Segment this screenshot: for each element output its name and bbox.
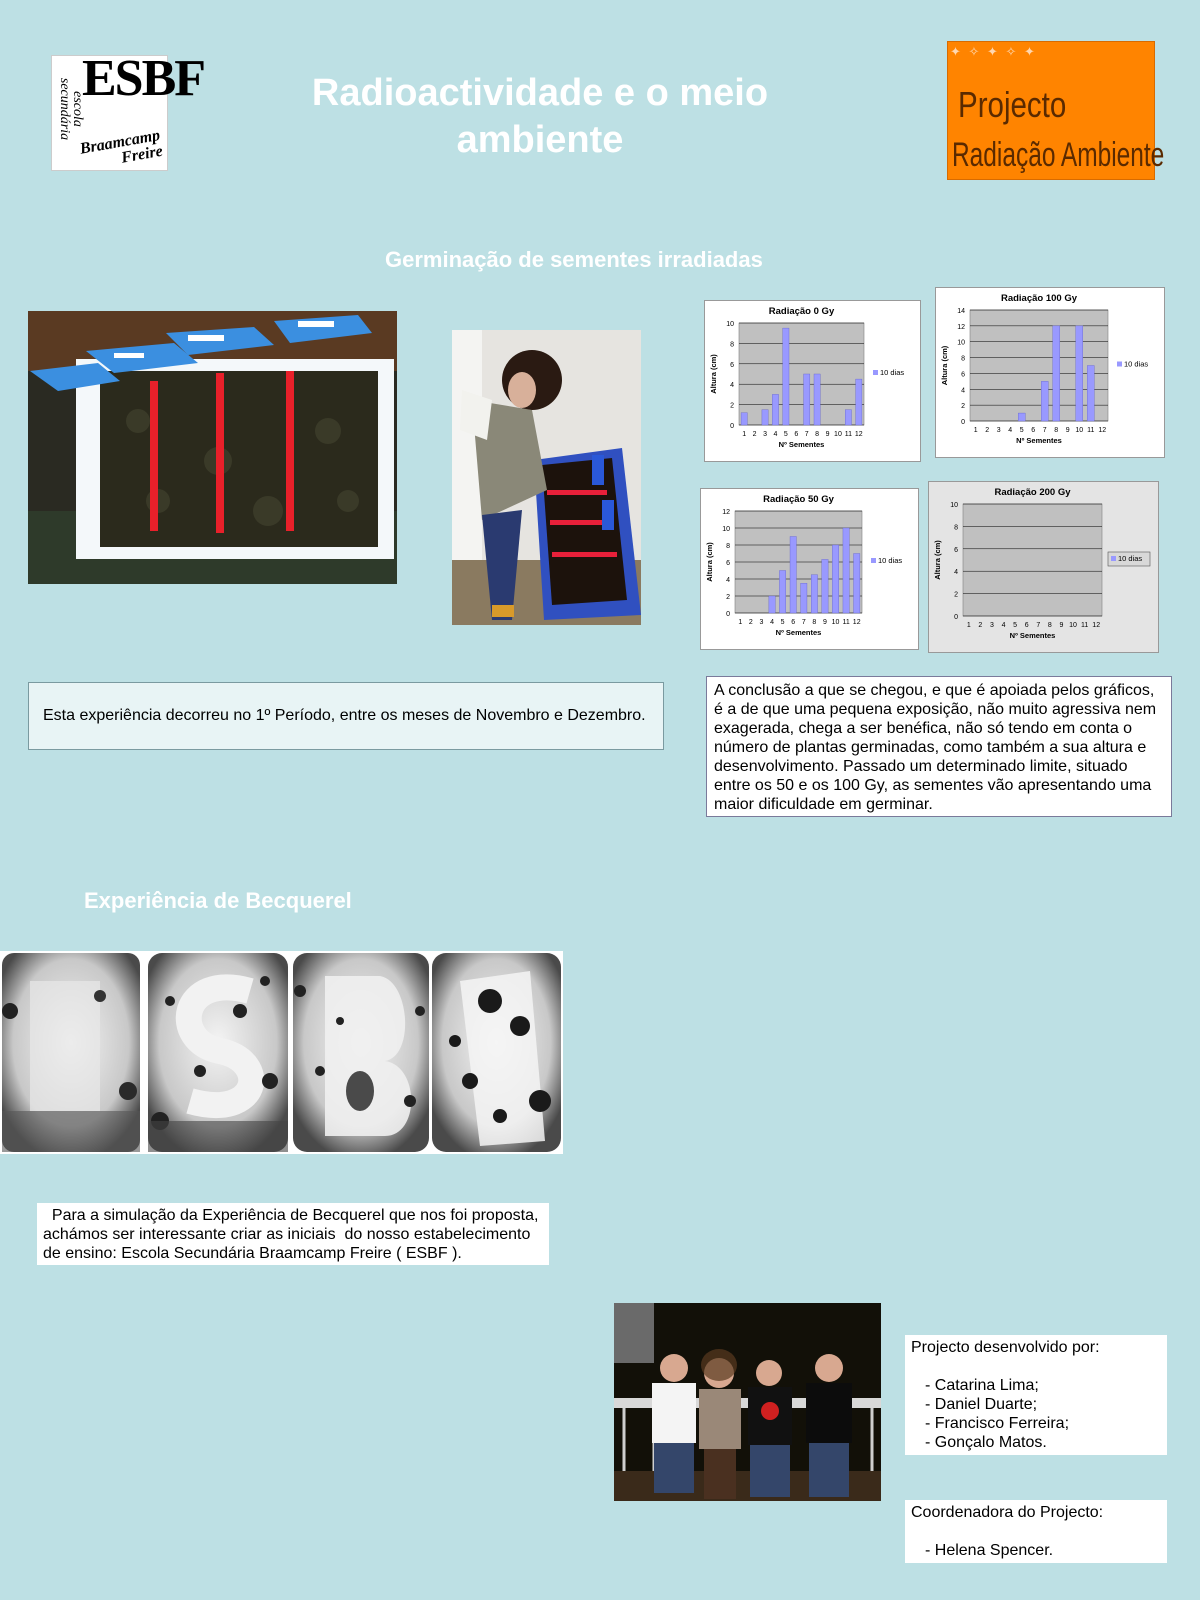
bar-0-7 (814, 374, 820, 425)
project-logo (947, 41, 1165, 180)
team-credits-box (905, 1335, 1167, 1455)
y-tick-label-3-0: 0 (954, 614, 958, 621)
experiment-period-text: Esta experiência decorreu no 1º Período, entre os meses de Novembro e Dezembro. (43, 707, 646, 724)
x-tick-label-0-7: 8 (815, 431, 820, 438)
y-tick-label-0-2: 4 (730, 382, 734, 390)
school-logo-side-text: escola secundária (57, 77, 85, 141)
chart-200gy (929, 482, 1158, 652)
x-tick-label-2-1: 2 (748, 619, 753, 626)
bar-2-4 (779, 571, 785, 614)
x-tick-label-3-3: 4 (1001, 622, 1006, 629)
team-member-3: - Francisco Ferreira; (925, 1415, 1070, 1432)
chart-title-1: Radiação 100 Gy (1000, 293, 1078, 304)
plot-area-3 (963, 504, 1102, 616)
x-tick-label-3-6: 7 (1036, 622, 1041, 629)
legend-1 (1117, 360, 1148, 369)
x-tick-label-0-9: 10 (834, 431, 842, 438)
legend-swatch-3 (1111, 556, 1116, 561)
y-tick-label-1-5: 10 (957, 339, 965, 347)
x-tick-label-0-4: 5 (783, 431, 788, 438)
y-tick-label-3-4: 8 (954, 524, 958, 532)
chart-100gy (936, 288, 1164, 457)
project-logo-line2: Radiação Ambiente (952, 136, 1165, 174)
x-tick-label-3-8: 9 (1059, 622, 1064, 629)
y-tick-label-2-3: 6 (726, 560, 730, 567)
chart-200gy-panel (928, 481, 1159, 653)
bar-2-5 (790, 537, 796, 614)
x-tick-label-3-5: 6 (1024, 622, 1029, 629)
bar-0-6 (804, 374, 810, 425)
bar-2-10 (843, 528, 849, 613)
chart-50gy-panel (700, 488, 919, 650)
y-tick-label-2-6: 12 (722, 509, 730, 516)
chart-title-2: Radiação 50 Gy (763, 494, 834, 505)
x-tick-label-1-10: 11 (1087, 427, 1095, 434)
y-tick-label-1-0: 0 (961, 419, 965, 426)
legend-swatch-0 (873, 370, 878, 375)
x-tick-label-2-0: 1 (738, 619, 743, 626)
x-axis-label-0: Nº Sementes (778, 440, 825, 449)
bar-0-10 (845, 410, 851, 425)
y-tick-label-0-4: 8 (730, 341, 734, 349)
x-tick-label-2-9: 10 (831, 619, 840, 626)
legend-0 (873, 368, 904, 377)
x-tick-label-2-8: 9 (823, 619, 827, 626)
y-tick-label-3-2: 4 (954, 569, 958, 577)
y-tick-label-1-4: 8 (961, 355, 965, 363)
bar-2-3 (769, 596, 775, 613)
x-tick-label-0-3: 4 (773, 431, 778, 438)
bar-2-6 (801, 583, 807, 613)
team-member-1: - Catarina Lima; (925, 1377, 1039, 1394)
bar-1-10 (1087, 366, 1094, 422)
bar-0-0 (741, 413, 747, 425)
y-tick-label-2-0: 0 (726, 611, 730, 618)
bar-1-4 (1018, 413, 1025, 421)
becquerel-films-photo (0, 951, 563, 1154)
x-tick-label-0-8: 9 (825, 431, 830, 438)
becquerel-description-box (37, 1203, 549, 1265)
school-logo (51, 50, 205, 171)
experiment-period-note (28, 682, 664, 750)
x-tick-label-0-2: 3 (763, 431, 767, 438)
y-tick-label-2-1: 2 (726, 594, 730, 601)
y-tick-label-1-6: 12 (957, 323, 965, 331)
x-tick-label-2-5: 6 (791, 619, 796, 626)
planting-photo (452, 330, 641, 625)
conclusion-text: A conclusão a que se chegou, e que é apoiada pelos gráficos, é a de que uma pequena exposição, não muito agressiva nem exagerada, chega a ser benéfica, não só tendo em conta o número de plantas germinadas, como também a sua altura e desenvolvimento. Passado um determinado limite, situado entre os 50 e os 100 Gy, as sementes vão apresentando uma maior dificuldade em germinar. (714, 682, 1157, 813)
legend-3 (1108, 552, 1150, 566)
project-logo-dots-icon: ✦ ✧ ✦ ✧ ✦ (950, 44, 1037, 59)
x-tick-label-1-8: 9 (1065, 427, 1070, 434)
y-tick-label-0-3: 6 (730, 361, 734, 369)
coordinator-box (905, 1500, 1167, 1563)
x-axis-label-2: Nº Sementes (775, 628, 822, 637)
y-tick-label-0-1: 2 (730, 402, 734, 410)
bar-2-11 (854, 554, 860, 614)
y-tick-label-3-5: 10 (950, 502, 958, 509)
x-tick-label-0-10: 11 (844, 431, 853, 438)
legend-label-0: 10 dias (880, 368, 905, 377)
school-logo-name: Braamcamp Freire (78, 126, 165, 167)
chart-50gy (701, 489, 918, 649)
team-photo (614, 1303, 881, 1501)
x-tick-label-2-11: 12 (852, 619, 861, 626)
x-tick-label-2-6: 7 (801, 619, 806, 626)
x-tick-label-3-11: 12 (1092, 622, 1101, 629)
x-tick-label-0-0: 1 (742, 431, 747, 438)
bar-0-4 (783, 328, 789, 425)
bar-1-9 (1076, 326, 1083, 421)
team-member-2: - Daniel Duarte; (925, 1396, 1038, 1413)
chart-100gy-panel (935, 287, 1165, 458)
chart-0gy-panel (704, 300, 921, 462)
x-tick-label-0-5: 6 (794, 431, 799, 438)
y-tick-label-3-1: 2 (954, 591, 958, 599)
legend-label-3: 10 dias (1118, 554, 1143, 563)
bar-0-2 (762, 410, 768, 425)
legend-label-2: 10 dias (878, 556, 903, 565)
y-axis-label-3: Altura (cm) (933, 540, 942, 580)
seed-tray-photo (28, 311, 397, 584)
page-title: Radioactividade e o meio ambiente (311, 72, 769, 161)
team-credits-label: Projecto desenvolvido por: (911, 1339, 1100, 1356)
x-tick-label-0-1: 2 (752, 431, 757, 438)
y-axis-label-2: Altura (cm) (705, 542, 714, 582)
y-tick-label-1-2: 4 (961, 387, 965, 395)
x-tick-label-3-2: 3 (990, 622, 994, 629)
section-heading-becquerel: Experiência de Becquerel (84, 888, 352, 913)
y-tick-label-2-4: 8 (726, 543, 730, 550)
x-tick-label-0-6: 7 (804, 431, 809, 438)
x-tick-label-1-1: 2 (985, 427, 990, 434)
y-tick-label-2-2: 4 (726, 577, 730, 584)
x-tick-label-1-6: 7 (1042, 427, 1047, 434)
x-tick-label-1-5: 6 (1031, 427, 1036, 434)
x-tick-label-0-11: 12 (854, 431, 863, 438)
x-tick-label-1-9: 10 (1075, 427, 1084, 434)
legend-2 (871, 556, 902, 565)
x-tick-label-3-7: 8 (1047, 622, 1052, 629)
x-tick-label-1-0: 1 (973, 427, 978, 434)
bar-1-7 (1053, 326, 1060, 421)
x-tick-label-3-4: 5 (1013, 622, 1018, 629)
project-logo-line1: Projecto (958, 84, 1067, 125)
bar-2-7 (811, 575, 817, 613)
x-tick-label-3-9: 10 (1069, 622, 1077, 629)
x-tick-label-3-10: 11 (1080, 622, 1089, 629)
y-tick-label-1-3: 6 (961, 371, 965, 379)
conclusion-box (706, 676, 1172, 817)
x-axis-label-1: Nº Sementes (1016, 436, 1062, 445)
chart-title-3: Radiação 200 Gy (994, 487, 1071, 498)
x-tick-label-1-2: 3 (996, 427, 1001, 434)
y-tick-label-3-3: 6 (954, 546, 958, 554)
section-heading-germination: Germinação de sementes irradiadas (385, 247, 763, 272)
team-member-4: - Gonçalo Matos. (925, 1434, 1047, 1451)
coordinator-name: - Helena Spencer. (925, 1542, 1054, 1559)
legend-swatch-2 (871, 558, 876, 563)
x-tick-label-2-7: 8 (812, 619, 817, 626)
bar-0-3 (772, 394, 778, 425)
x-tick-label-2-4: 5 (780, 619, 785, 626)
y-tick-label-2-5: 10 (722, 526, 730, 533)
school-logo-initials: ESBF (82, 50, 205, 107)
y-tick-label-1-7: 14 (957, 308, 965, 315)
y-axis-label-0: Altura (cm) (709, 354, 718, 394)
x-tick-label-1-7: 8 (1054, 427, 1059, 434)
x-tick-label-1-4: 5 (1019, 427, 1024, 434)
x-tick-label-2-10: 11 (842, 619, 850, 626)
x-tick-label-2-3: 4 (770, 619, 774, 626)
legend-label-1: 10 dias (1124, 359, 1149, 369)
x-tick-label-3-1: 2 (978, 622, 983, 629)
becquerel-description-text: Para a simulação da Experiência de Becquerel que nos foi proposta, achámos ser interessante criar as iniciais do nosso estabelecimento de ensino: Escola Secundária Braamcamp Freire ( ESBF ). (43, 1207, 543, 1262)
legend-swatch-1 (1117, 362, 1122, 367)
bar-0-11 (856, 379, 862, 425)
bar-2-9 (832, 545, 838, 613)
x-tick-label-3-0: 1 (966, 622, 971, 629)
y-tick-label-0-0: 0 (730, 423, 734, 430)
x-tick-label-1-3: 4 (1008, 427, 1013, 434)
bar-1-6 (1041, 381, 1048, 421)
y-tick-label-0-5: 10 (726, 321, 734, 328)
chart-title-0: Radiação 0 Gy (768, 306, 835, 317)
x-tick-label-1-11: 12 (1098, 427, 1107, 434)
x-tick-label-2-2: 3 (759, 619, 764, 626)
chart-0gy (705, 301, 920, 461)
x-axis-label-3: Nº Sementes (1009, 631, 1056, 640)
y-tick-label-1-1: 2 (961, 403, 965, 411)
y-axis-label-1: Altura (cm) (940, 345, 949, 386)
bar-2-8 (822, 559, 828, 613)
coordinator-label: Coordenadora do Projecto: (911, 1504, 1104, 1521)
